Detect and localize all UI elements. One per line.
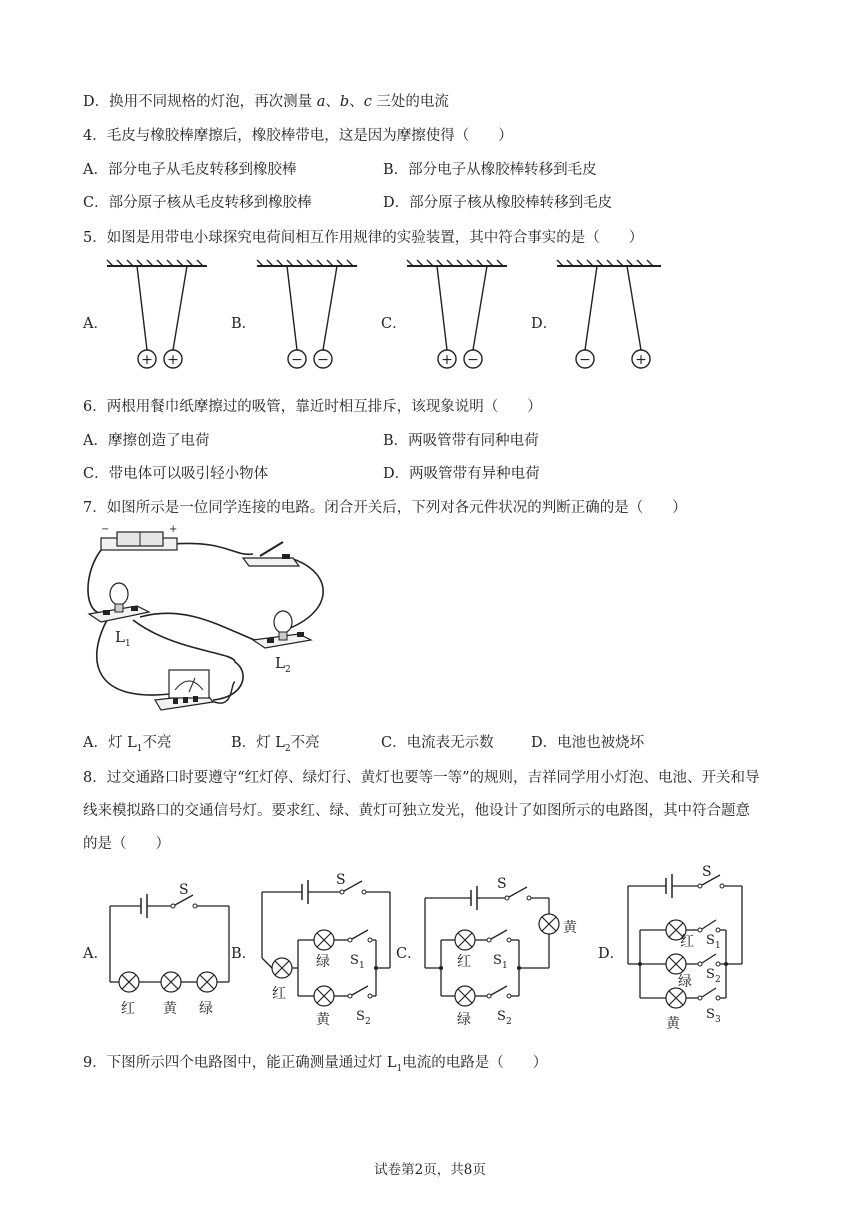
- q7-option-d[interactable]: D．电池也被烧坏: [531, 735, 645, 751]
- svg-text:2: 2: [365, 1017, 371, 1027]
- svg-text:S: S: [702, 864, 712, 880]
- q3-option-d: D．换用不同规格的灯泡，再次测量 a、b、c 三处的电流: [83, 94, 449, 110]
- q8-circuit-d: [628, 862, 758, 1032]
- q8-circuit-a: [105, 870, 235, 1020]
- svg-text:黄: 黄: [163, 1001, 177, 1017]
- q5-label-a[interactable]: A．: [83, 316, 108, 332]
- svg-text:S: S: [706, 1007, 715, 1022]
- q8-label-d[interactable]: D．: [598, 946, 625, 962]
- q7-option-b[interactable]: B．灯 $L_2$不亮: [231, 735, 320, 754]
- svg-text:2: 2: [506, 1017, 512, 1027]
- svg-text:S: S: [497, 876, 507, 892]
- q6-option-b[interactable]: B．两吸管带有同种电荷: [383, 433, 539, 449]
- svg-text:S: S: [497, 1009, 506, 1024]
- q9-stem: 9．下图所示四个电路图中，能正确测量通过灯 $L_1$电流的电路是（ ）: [83, 1055, 548, 1074]
- svg-text:S: S: [706, 967, 715, 982]
- q5-figure-c: [405, 258, 515, 378]
- svg-text:−: −: [317, 352, 329, 368]
- svg-text:黄: 黄: [316, 1012, 330, 1028]
- svg-text:−: −: [579, 352, 591, 368]
- q8-circuit-c: [425, 870, 585, 1030]
- svg-text:L: L: [275, 654, 285, 672]
- svg-text:+: +: [167, 352, 179, 368]
- q4-option-c[interactable]: C．部分原子核从毛皮转移到橡胶棒: [83, 195, 312, 211]
- svg-text:S: S: [336, 872, 346, 888]
- svg-text:1: 1: [502, 961, 508, 971]
- svg-text:黄: 黄: [666, 1016, 680, 1032]
- q6-stem: 6．两根用餐巾纸摩擦过的吸管，靠近时相互排斥，该现象说明（ ）: [83, 399, 542, 415]
- svg-text:1: 1: [715, 941, 721, 951]
- q5-label-d[interactable]: D．: [531, 316, 558, 332]
- q5-figure-b: [255, 258, 365, 378]
- q5-figure-a: [105, 258, 215, 378]
- q8-label-c[interactable]: C．: [396, 946, 422, 962]
- svg-text:−: −: [101, 524, 110, 535]
- q4-stem: 4．毛皮与橡胶棒摩擦后，橡胶棒带电，这是因为摩擦使得（ ）: [83, 128, 513, 144]
- svg-text:黄: 黄: [563, 920, 577, 936]
- q5-figure-d: [555, 258, 670, 378]
- q6-option-c[interactable]: C．带电体可以吸引轻小物体: [83, 466, 269, 482]
- svg-text:3: 3: [715, 1015, 721, 1025]
- svg-text:+: +: [441, 352, 453, 368]
- svg-text:绿: 绿: [678, 974, 692, 990]
- q6-option-d[interactable]: D．两吸管带有异种电荷: [383, 466, 540, 482]
- svg-text:−: −: [467, 352, 479, 368]
- svg-text:绿: 绿: [199, 1001, 213, 1017]
- svg-text:1: 1: [125, 639, 131, 649]
- q8-label-b[interactable]: B．: [231, 946, 257, 962]
- svg-text:红: 红: [272, 986, 286, 1002]
- svg-text:+: +: [635, 352, 647, 368]
- q7-option-c[interactable]: C．电流表无示数: [381, 735, 494, 751]
- q7-circuit-figure: [85, 522, 355, 722]
- page-footer: 试卷第2页，共8页: [374, 1162, 486, 1178]
- svg-text:2: 2: [285, 665, 291, 675]
- q8-label-a[interactable]: A．: [83, 946, 108, 962]
- svg-text:+: +: [141, 352, 153, 368]
- svg-text:红: 红: [457, 954, 471, 970]
- q6-option-a[interactable]: A．摩擦创造了电荷: [83, 433, 210, 449]
- svg-text:红: 红: [680, 934, 694, 950]
- q8-stem-line1: 8．过交通路口时要遵守“红灯停、绿灯行、黄灯也要等一等”的规则，吉祥同学用小灯泡、电池、开关和导: [83, 770, 760, 786]
- q8-stem-line2: 线来模拟路口的交通信号灯。要求红、绿、黄灯可独立发光，他设计了如图所示的电路图，其中符合题意: [83, 803, 750, 819]
- q4-option-a[interactable]: A．部分电子从毛皮转移到橡胶棒: [83, 162, 297, 178]
- svg-text:+: +: [169, 524, 178, 535]
- svg-text:S: S: [706, 933, 715, 948]
- q7-option-a[interactable]: A．灯 $L_1$不亮: [83, 735, 172, 754]
- svg-text:S: S: [356, 1009, 365, 1024]
- svg-text:S: S: [350, 953, 359, 968]
- q4-option-b[interactable]: B．部分电子从橡胶棒转移到毛皮: [383, 162, 597, 178]
- svg-text:−: −: [291, 352, 303, 368]
- q7-stem: 7．如图所示是一位同学连接的电路。闭合开关后，下列对各元件状况的判断正确的是（ ）: [83, 500, 687, 516]
- svg-text:绿: 绿: [316, 954, 330, 970]
- svg-text:2: 2: [715, 975, 721, 985]
- q5-label-c[interactable]: C．: [381, 316, 407, 332]
- q5-stem: 5．如图是用带电小球探究电荷间相互作用规律的实验装置，其中符合事实的是（ ）: [83, 230, 644, 246]
- svg-text:绿: 绿: [457, 1012, 471, 1028]
- q4-option-d[interactable]: D．部分原子核从橡胶棒转移到毛皮: [383, 195, 613, 211]
- q8-stem-line3: 的是（ ）: [83, 836, 170, 852]
- q5-label-b[interactable]: B．: [231, 316, 257, 332]
- svg-text:S: S: [493, 953, 502, 968]
- svg-text:S: S: [179, 882, 189, 898]
- svg-text:红: 红: [121, 1001, 135, 1017]
- q8-circuit-b: [262, 870, 397, 1030]
- svg-text:1: 1: [359, 961, 365, 971]
- svg-text:L: L: [115, 628, 125, 646]
